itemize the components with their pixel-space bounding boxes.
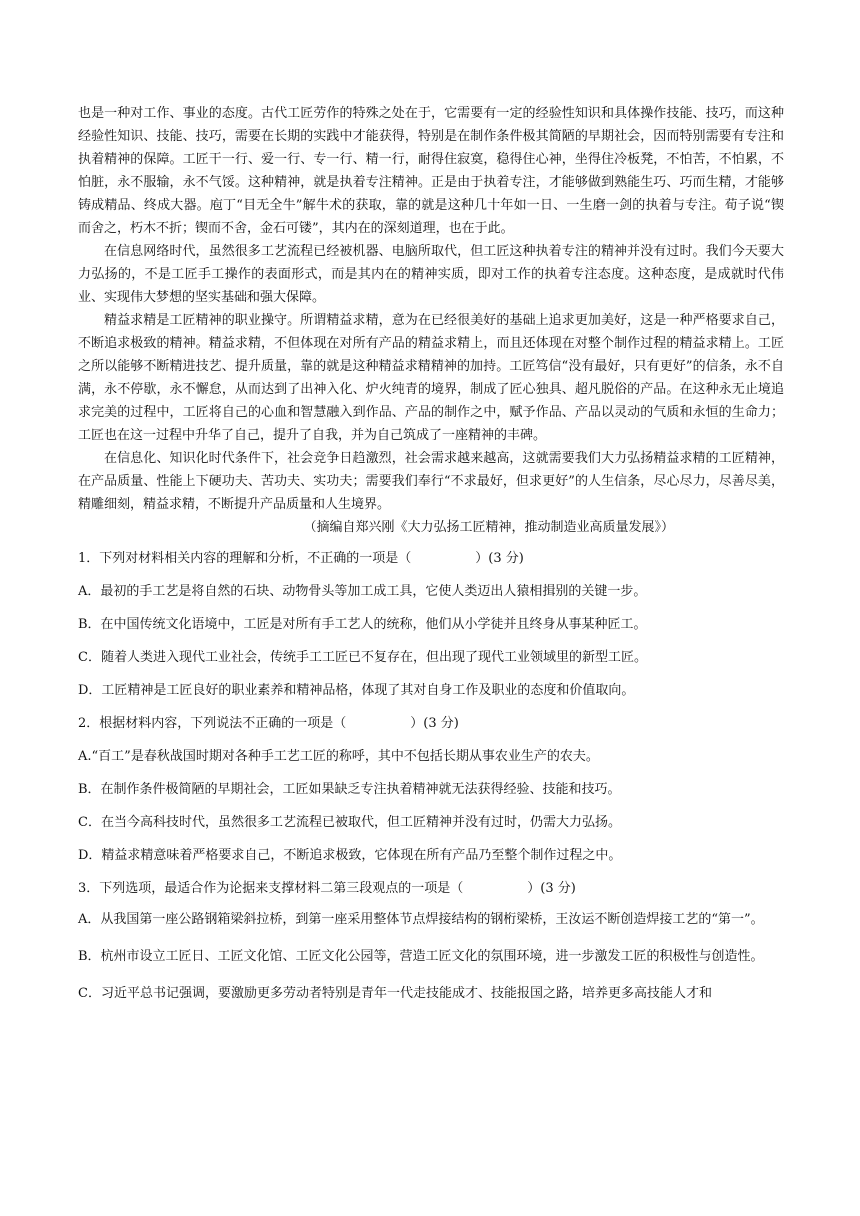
option-b: B．杭州市设立工匠日、工匠文化馆、工匠文化公园等，营造工匠文化的氛围环境，进一步激发工匠的积极性与创造性。 [78,949,764,964]
body-paragraph: 在信息网络时代，虽然很多工艺流程已经被机器、电脑所取代，但工匠这种执着专注的精神并没有过时。我们今天要大力弘扬的，不是工匠手工操作的表面形式，而是其内在的精神实质，即对工作的执着专注态度。这种态度，是成就时代伟业、实现伟大梦想的坚实基础和强大保障。 [78,244,784,305]
question-score: ）(3 分) [527,881,576,896]
question-2 [78,712,784,735]
option-a: A．最初的手工艺是将自然的石块、动物骨头等加工成工具，它使人类迈出人猿相揖别的关键一步。 [78,584,647,599]
option-c: C．习近平总书记强调，要激励更多劳动者特别是青年一代走技能成才、技能报国之路，培养更多高技能人才和 [78,986,712,1001]
option-d: D．工匠精神是工匠良好的职业素养和精神品格，体现了其对自身工作及职业的态度和价值取向。 [78,683,635,698]
option-a: A.“百工”是春秋战国时期对各种手工艺工匠的称呼，其中不包括长期从事农业生产的农夫。 [78,749,599,764]
question-stem: 1．下列对材料相关内容的理解和分析，不正确的一项是（ [78,551,412,566]
question-1 [78,547,784,570]
question-stem: 3．下列选项，最适合作为论据来支撑材料二第三段观点的一项是（ [78,881,464,896]
document-page [78,102,784,1011]
option-a: A．从我国第一座公路钢箱梁斜拉桥，到第一座采用整体节点焊接结构的钢桁梁桥，王汝运不断创造焊接工艺的“第一”。 [78,912,764,927]
option-d: D．精益求精意味着严格要求自己，不断追求极致，它体现在所有产品乃至整个制作过程之中。 [78,848,622,863]
question-score: ）(3 分) [410,716,459,731]
question-stem: 2．根据材料内容，下列说法不正确的一项是（ [78,716,347,731]
question-3 [78,877,784,900]
body-paragraph: 也是一种对工作、事业的态度。古代工匠劳作的特殊之处在于，它需要有一定的经验性知识和具体操作技能、技巧，而这种经验性知识、技能、技巧，需要在长期的实践中才能获得，特别是在制作条件极其简陋的早期社会，因而特别需要有专注和执着精神的保障。工匠干一行、爱一行、专一行、精一行，耐得住寂寞，稳得住心神，坐得住冷板凳，不怕苦，不怕累，不怕脏，永不服输，永不气馁。这种精神，就是执着专注精神。正是由于执着专注，才能够做到熟能生巧、巧而生精，才能够铸成精品、终成大器。庖丁“目无全牛”解牛术的获取，靠的就是这种几十年如一日、一生磨一剑的执着与专注。荀子说“锲而舍之，朽木不折；锲而不舍，金石可镂”，其内在的深刻道理，也在于此。 [78,106,784,236]
option-b: B．在中国传统文化语境中，工匠是对所有手工艺人的统称，他们从小学徒并且终身从事某种匠工。 [78,617,647,632]
option-c: C．随着人类进入现代工业社会，传统手工工匠已不复存在，但出现了现代工业领域里的新型工匠。 [78,650,647,665]
option-c: C．在当今高科技时代，虽然很多工艺流程已被取代，但工匠精神并没有过时，仍需大力弘扬。 [78,815,621,830]
body-paragraph: 在信息化、知识化时代条件下，社会竞争日趋激烈，社会需求越来越高，这就需要我们大力弘扬精益求精的工匠精神，在产品质量、性能上下硬功夫、苦功夫、实功夫；需要我们奉行“不求最好，但求更好”的人生信条，尽心尽力，尽善尽美，精雕细刻，精益求精，不断提升产品质量和人生境界。 [78,451,784,512]
option-b: B．在制作条件极简陋的早期社会，工匠如果缺乏专注执着精神就无法获得经验、技能和技巧。 [78,782,621,797]
body-paragraph: 精益求精是工匠精神的职业操守。所谓精益求精，意为在已经很美好的基础上追求更加美好，这是一种严格要求自己，不断追求极致的精神。精益求精，不但体现在对所有产品的精益求精上，而且还体现在对整个制作过程的精益求精上。工匠之所以能够不断精进技艺、提升质量，靠的就是这种精益求精精神的加持。工匠笃信“没有最好，只有更好”的信条，永不自满，永不停歇，永不懈怠，从而达到了出神入化、炉火纯青的境界，制成了匠心独具、超凡脱俗的产品。在这种永无止境追求完美的过程中，工匠将自己的心血和智慧融入到作品、产品的制作之中，赋予作品、产品以灵动的气质和永恒的生命力；工匠也在这一过程中升华了自己，提升了自我，并为自己筑成了一座精神的丰碑。 [78,313,784,443]
question-score: ）(3 分) [475,551,524,566]
source-citation: （摘编自郑兴刚《大力弘扬工匠精神，推动制造业高质量发展》） [303,520,674,535]
